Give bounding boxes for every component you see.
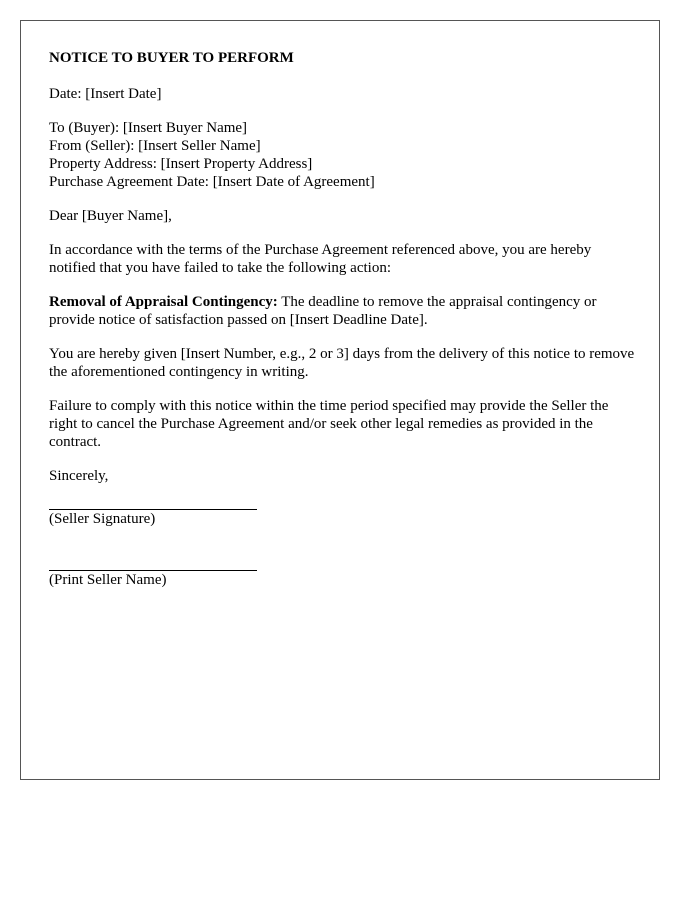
print-name-line [49,550,257,571]
agreement-date-line: Purchase Agreement Date: [Insert Date of Agreement] [49,174,375,190]
address-block [49,119,639,191]
removal-text: The deadline to remove the appraisal contingency or provide notice of satisfaction passed on [Insert Deadline Date]. [49,294,597,328]
paragraph-removal-contingency [49,293,639,329]
notice-title: NOTICE TO BUYER TO PERFORM [49,50,294,66]
letter-body [49,49,639,611]
salutation: Dear [Buyer Name], [49,208,172,224]
paragraph-consequences: Failure to comply with this notice within the time period specified may provide the Seller the right to cancel the Purchase Agreement and/or seek other legal remedies as provided in the contract. [49,398,609,450]
paragraph-cure-period: You are hereby given [Insert Number, e.g., 2 or 3] days from the delivery of this notice to remove the aforementioned contingency in writing. [49,346,635,380]
date-line: Date: [Insert Date] [49,86,162,102]
to-line: To (Buyer): [Insert Buyer Name] [49,120,248,136]
signature-label: (Seller Signature) [49,511,156,527]
property-line: Property Address: [Insert Property Address] [49,156,313,172]
signature-block [49,485,639,589]
from-line: From (Seller): [Insert Seller Name] [49,138,261,154]
signature-line [49,485,257,510]
document-page [20,20,660,780]
print-name-label: (Print Seller Name) [49,572,167,588]
paragraph-failure-notice: In accordance with the terms of the Purchase Agreement referenced above, you are hereby notified that you have failed to take the following action: [49,242,592,276]
removal-heading: Removal of Appraisal Contingency: [49,294,278,310]
closing: Sincerely, [49,468,109,484]
